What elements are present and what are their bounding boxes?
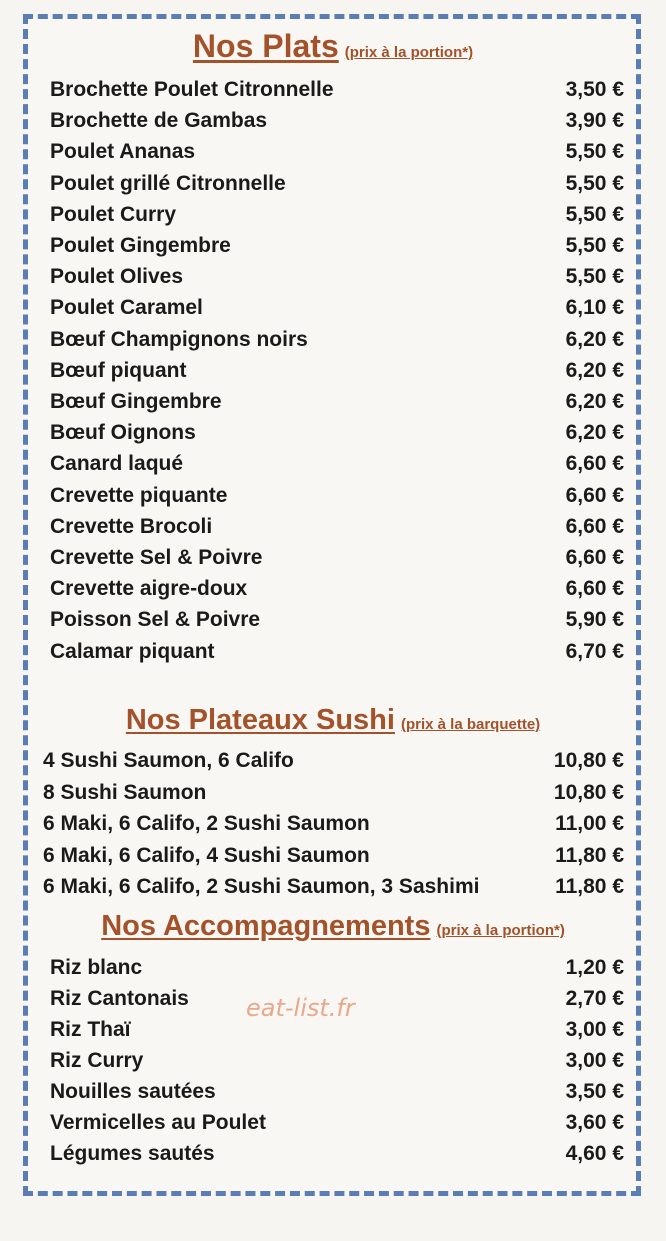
menu-item-name: Vermicelles au Poulet [50,1111,266,1134]
menu-item-name: Riz Thaï [50,1018,131,1041]
menu-item [50,136,624,167]
menu-item [50,636,624,667]
section-note: (prix à la barquette) [400,716,541,733]
menu-item-price: 5,50 € [565,265,624,289]
menu-item [50,386,624,417]
menu-item [50,604,624,635]
menu-item-price: 6,60 € [565,452,624,476]
menu-item [43,745,624,776]
menu-item [50,1107,624,1138]
section-title-text: Nos Plateaux Sushi [125,704,395,736]
menu-item-price: 3,50 € [565,1080,624,1103]
menu-item-name: Brochette de Gambas [50,109,268,133]
menu-item [50,105,624,136]
menu-item-name: Bœuf Champignons noirs [50,327,308,351]
menu-item-name: Calamar piquant [50,639,215,663]
menu-item-name: Canard laqué [50,452,184,476]
menu-item-name: 6 Maki, 6 Califo, 2 Sushi Saumon, 3 Sashimi [43,875,480,898]
menu-item-name: Brochette Poulet Citronnelle [50,78,334,101]
menu-item-name: Riz Curry [50,1049,144,1072]
menu-item-price: 6,20 € [565,327,624,351]
section-title-text: Nos Plats [192,28,339,64]
menu-item-price: 6,20 € [565,358,624,382]
menu-item-name: Poulet Caramel [50,296,203,320]
menu-item [50,230,624,261]
menu-item [50,1045,624,1076]
menu-item-price: 3,00 € [565,1018,624,1041]
menu-item-price: 11,80 € [555,843,624,867]
watermark: eat-list.fr [246,994,355,1022]
menu-item-price: 2,70 € [565,987,624,1010]
menu-item [50,1076,624,1107]
menu-item [50,448,624,479]
menu-item [43,808,624,839]
menu-item-name: Bœuf Oignons [50,421,196,445]
menu-item-price: 1,20 € [565,956,624,979]
menu-item-price: 11,00 € [555,812,624,835]
menu-item-price: 6,10 € [565,296,624,320]
menu-item-price: 6,60 € [565,577,624,601]
menu-item [50,480,624,511]
menu-item-name: 4 Sushi Saumon, 6 Califo [43,749,294,772]
menu-item-price: 3,60 € [565,1111,624,1134]
section-title-sushi [0,704,666,737]
menu-item [43,840,624,871]
menu-item [50,511,624,542]
section-title-accompagnements [0,910,666,943]
section-note: (prix à la portion*) [436,922,565,939]
menu-item-price: 10,80 € [553,749,624,772]
menu-item [50,952,624,983]
menu-item [50,573,624,604]
menu-item-price: 6,70 € [565,639,624,663]
menu-item-name: Poulet Curry [50,202,177,226]
menu-item-name: 6 Maki, 6 Califo, 4 Sushi Saumon [43,843,370,867]
menu-item-name: Poulet Olives [50,265,184,289]
menu-item-name: Crevette piquante [50,483,228,507]
menu-item [50,1138,624,1169]
section-title-text: Nos Accompagnements [101,910,431,942]
menu-item [50,417,624,448]
menu-item [50,168,624,199]
menu-item-name: Légumes sautés [50,1142,215,1165]
section-title-plats [0,28,666,65]
menu-item-name: Crevette aigre-doux [50,577,248,601]
menu-item-price: 5,50 € [565,171,624,195]
menu-item [50,542,624,573]
menu-item-name: Riz Cantonais [50,987,189,1010]
menu-item-price: 3,00 € [565,1049,624,1072]
menu-item-name: Crevette Brocoli [50,514,213,538]
menu-item [50,261,624,292]
menu-item [50,324,624,355]
menu-item-name: 8 Sushi Saumon [43,780,207,804]
menu-item-price: 6,20 € [565,390,624,413]
menu-item-price: 5,50 € [565,234,624,257]
menu-item [50,355,624,386]
menu-item-price: 6,60 € [565,514,624,538]
menu-item [43,777,624,808]
menu-item-name: Poulet grillé Citronnelle [50,171,286,195]
menu-item-name: 6 Maki, 6 Califo, 2 Sushi Saumon [43,812,370,835]
menu-item [50,292,624,323]
menu-item-name: Riz blanc [50,956,143,979]
menu-item-name: Poulet Gingembre [50,234,231,257]
menu-item-price: 3,90 € [565,109,624,133]
section-note: (prix à la portion*) [344,44,474,61]
menu-item-name: Poisson Sel & Poivre [50,608,261,632]
menu-item-name: Nouilles sautées [50,1080,216,1103]
menu-item-price: 6,20 € [565,421,624,445]
menu-item-price: 10,80 € [553,780,624,804]
menu-item-name: Poulet Ananas [50,140,196,164]
menu-item-price: 5,50 € [565,202,624,226]
menu-item [50,74,624,105]
menu-item-price: 3,50 € [565,78,624,101]
menu-item-price: 5,50 € [565,140,624,164]
menu-item-name: Crevette Sel & Poivre [50,546,263,569]
menu-item-price: 6,60 € [565,483,624,507]
menu-item-price: 4,60 € [565,1142,624,1165]
menu-item [50,199,624,230]
menu-item-name: Bœuf piquant [50,358,187,382]
menu-item-price: 6,60 € [565,546,624,569]
menu-item-name: Bœuf Gingembre [50,390,222,413]
menu-item [43,871,624,902]
menu-item-price: 11,80 € [555,875,624,898]
menu-item-price: 5,90 € [565,608,624,632]
